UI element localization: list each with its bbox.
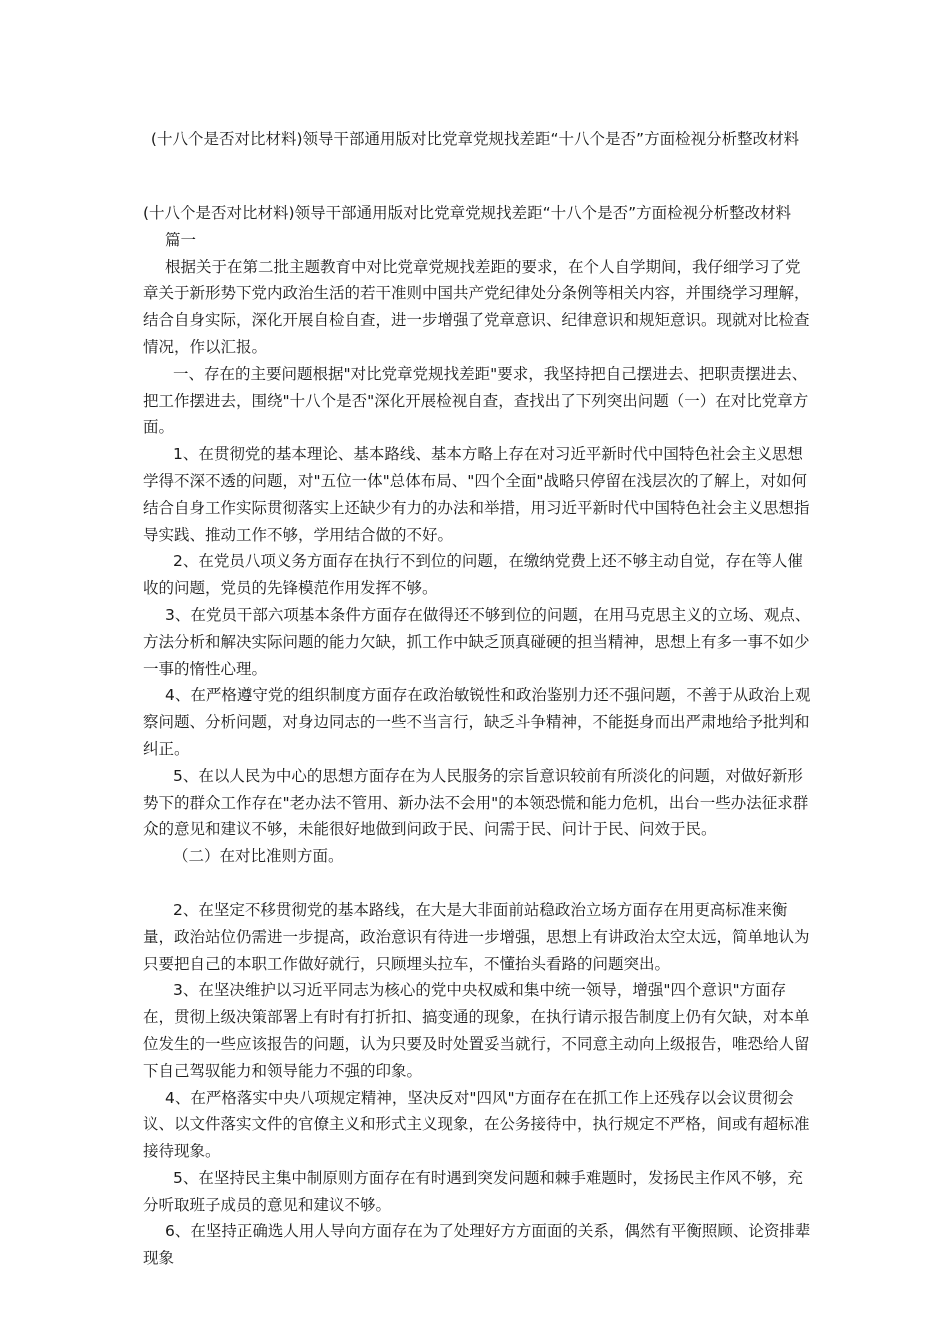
- document-body: [143, 200, 813, 1272]
- body-paragraph: 3、在党员干部六项基本条件方面存在做得还不够到位的问题，在用马克思主义的立场、观点、方法分析和解决实际问题的能力欠缺，抓工作中缺乏顶真碰硬的担当精神，思想上有多一事不如少一事的惰性心理。: [143, 605, 811, 678]
- subtitle-paragraph: (十八个是否对比材料)领导干部通用版对比党章党规找差距“十八个是否”方面检视分析整改材料: [143, 204, 792, 222]
- body-paragraph: 根据关于在第二批主题教育中对比党章党规找差距的要求，在个人自学期间，我仔细学习了党章关于新形势下党内政治生活的若干准则中国共产党纪律处分条例等相关内容，并围绕学习理解，结合自身实际，深化开展自检自查，进一步增强了党章意识、纪律意识和规矩意识。现就对比检查情况，作以汇报。: [143, 257, 810, 356]
- body-paragraph: 一、存在的主要问题根据"对比党章党规找差距"要求，我坚持把自己摆进去、把职责摆进去、把工作摆进去，围绕"十八个是否"深化开展检视自查，查找出了下列突出问题（一）在对比党章方面。: [143, 364, 809, 437]
- section-label: 篇一: [165, 230, 197, 249]
- body-paragraph: 2、在党员八项义务方面存在执行不到位的问题，在缴纳党费上还不够主动自觉，存在等人催收的问题，党员的先锋模范作用发挥不够。: [143, 552, 803, 598]
- body-paragraph: 5、在以人民为中心的思想方面存在为人民服务的宗旨意识较前有所淡化的问题，对做好新形势下的群众工作存在"老办法不管用、新办法不会用"的本领恐慌和能力危机，出台一些办法征求群众的意见和建议不够，未能很好地做到问政于民、问需于民、问计于民、问效于民。: [143, 766, 809, 839]
- body-paragraph: 1、在贯彻党的基本理论、基本路线、基本方略上存在对习近平新时代中国特色社会主义思想学得不深不透的问题，对"五位一体"总体布局、"四个全面"战略只停留在浅层次的了解上，对如何结合自身工作实际贯彻落实上还缺少有力的办法和举措，用习近平新时代中国特色社会主义思想指导实践、推动工作不够，学用结合做的不好。: [143, 445, 810, 544]
- body-paragraph: 6、在坚持正确选人用人导向方面存在为了处理好方方面面的关系，偶然有平衡照顾、论资排辈现象: [143, 1222, 811, 1268]
- body-paragraph: 2、在坚定不移贯彻党的基本路线，在大是大非面前站稳政治立场方面存在用更高标准来衡量，政治站位仍需进一步提高，政治意识有待进一步增强，思想上有讲政治太空太远，简单地认为只要把自己的本职工作做好就行，只顾埋头拉车，不懂抬头看路的问题突出。: [143, 900, 810, 973]
- document-title: (十八个是否对比材料)领导干部通用版对比党章党规找差距“十八个是否”方面检视分析整改材料: [150, 130, 800, 148]
- blank-line: [143, 870, 813, 897]
- section-heading: （二）在对比准则方面。: [173, 847, 344, 866]
- body-paragraph: 4、在严格遵守党的组织制度方面存在政治敏锐性和政治鉴别力还不强问题，不善于从政治上观察问题、分析问题，对身边同志的一些不当言行，缺乏斗争精神，不能挺身而出严肃地给予批判和纠正。: [143, 686, 811, 758]
- body-paragraph: 4、在严格落实中央八项规定精神，坚决反对"四风"方面存在在抓工作上还残存以会议贯彻会议、以文件落实文件的官僚主义和形式主义现象，在公务接待中，执行规定不严格，间或有超标准接待现象。: [143, 1088, 810, 1161]
- body-paragraph: 5、在坚持民主集中制原则方面存在有时遇到突发问题和棘手难题时，发扬民主作风不够，充分听取班子成员的意见和建议不够。: [143, 1168, 803, 1214]
- body-paragraph: 3、在坚决维护以习近平同志为核心的党中央权威和集中统一领导，增强"四个意识"方面存在，贯彻上级决策部署上有时有打折扣、搞变通的现象，在执行请示报告制度上仍有欠缺，对本单位发生的一些应该报告的问题，认为只要及时处置妥当就行，不同意主动向上级报告，唯恐给人留下自己驾驭能力和领导能力不强的印象。: [143, 981, 810, 1080]
